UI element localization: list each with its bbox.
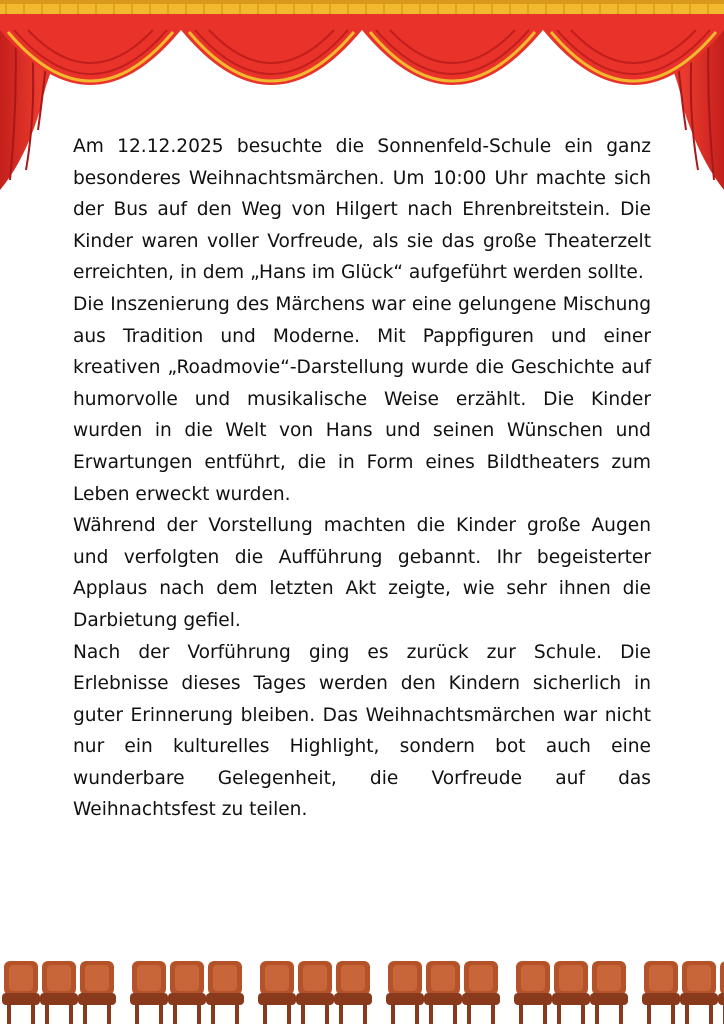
theater-seat-icon: [514, 961, 552, 1024]
article-text: [73, 131, 651, 826]
theater-seat-icon: [552, 961, 590, 1024]
theater-seats-row: [0, 955, 724, 1024]
theater-seat-icon: [78, 961, 116, 1024]
theater-seat-icon: [424, 961, 462, 1024]
theater-seat-icon: [334, 961, 372, 1024]
theater-seat-icon: [462, 961, 500, 1024]
theater-seat-icon: [680, 961, 718, 1024]
theater-seat-icon: [168, 961, 206, 1024]
theater-seat-icon: [590, 961, 628, 1024]
theater-seat-icon: [642, 961, 680, 1024]
paragraph-1: Am 12.12.2025 besuchte die Sonnenfeld-Schule ein ganz besonderes Weihnachtsmärchen. Um 10:00 Uhr machte sich der Bus auf den Weg von Hilgert nach Ehrenbreitstein. Die Kinder waren voller Vorfreude, als sie das große Theaterzelt erreichten, in dem „Hans im Glück“ aufgeführt werden sollte.: [73, 136, 651, 284]
theater-seat-icon: [258, 961, 296, 1024]
paragraph-3: Während der Vorstellung machten die Kinder große Augen und verfolgten die Aufführung gebannt. Ihr begeisterter Applaus nach dem letzten Akt zeigte, wie sehr ihnen die Darbietung gefiel.: [73, 515, 651, 631]
paragraph-4: Nach der Vorführung ging es zurück zur Schule. Die Erlebnisse dieses Tages werden den Kindern sicherlich in guter Erinnerung bleiben. Das Weihnachtsmärchen war nicht nur ein kulturelles Highlight, sondern bot auch eine wunderbare Gelegenheit, die Vorfreude auf das Weihnachtsfest zu teilen.: [73, 641, 651, 821]
theater-seat-icon: [296, 961, 334, 1024]
theater-seat-icon: [386, 961, 424, 1024]
theater-seat-icon: [206, 961, 244, 1024]
paragraph-2: Die Inszenierung des Märchens war eine gelungene Mischung aus Tradition und Moderne. Mit Pappfiguren und einer kreativen „Roadmovie“-Darstellung wurde die Geschichte auf humorvolle und musikalische Weise erzählt. Die Kinder wurden in die Welt von Hans und seinen Wünschen und Erwartungen entführt, die in Form eines Bildtheaters zum Leben erweckt wurden.: [73, 293, 651, 505]
theater-seat-icon: [40, 961, 78, 1024]
theater-seat-icon: [130, 961, 168, 1024]
theater-seat-icon: [718, 961, 724, 1024]
theater-seat-icon: [2, 961, 40, 1024]
